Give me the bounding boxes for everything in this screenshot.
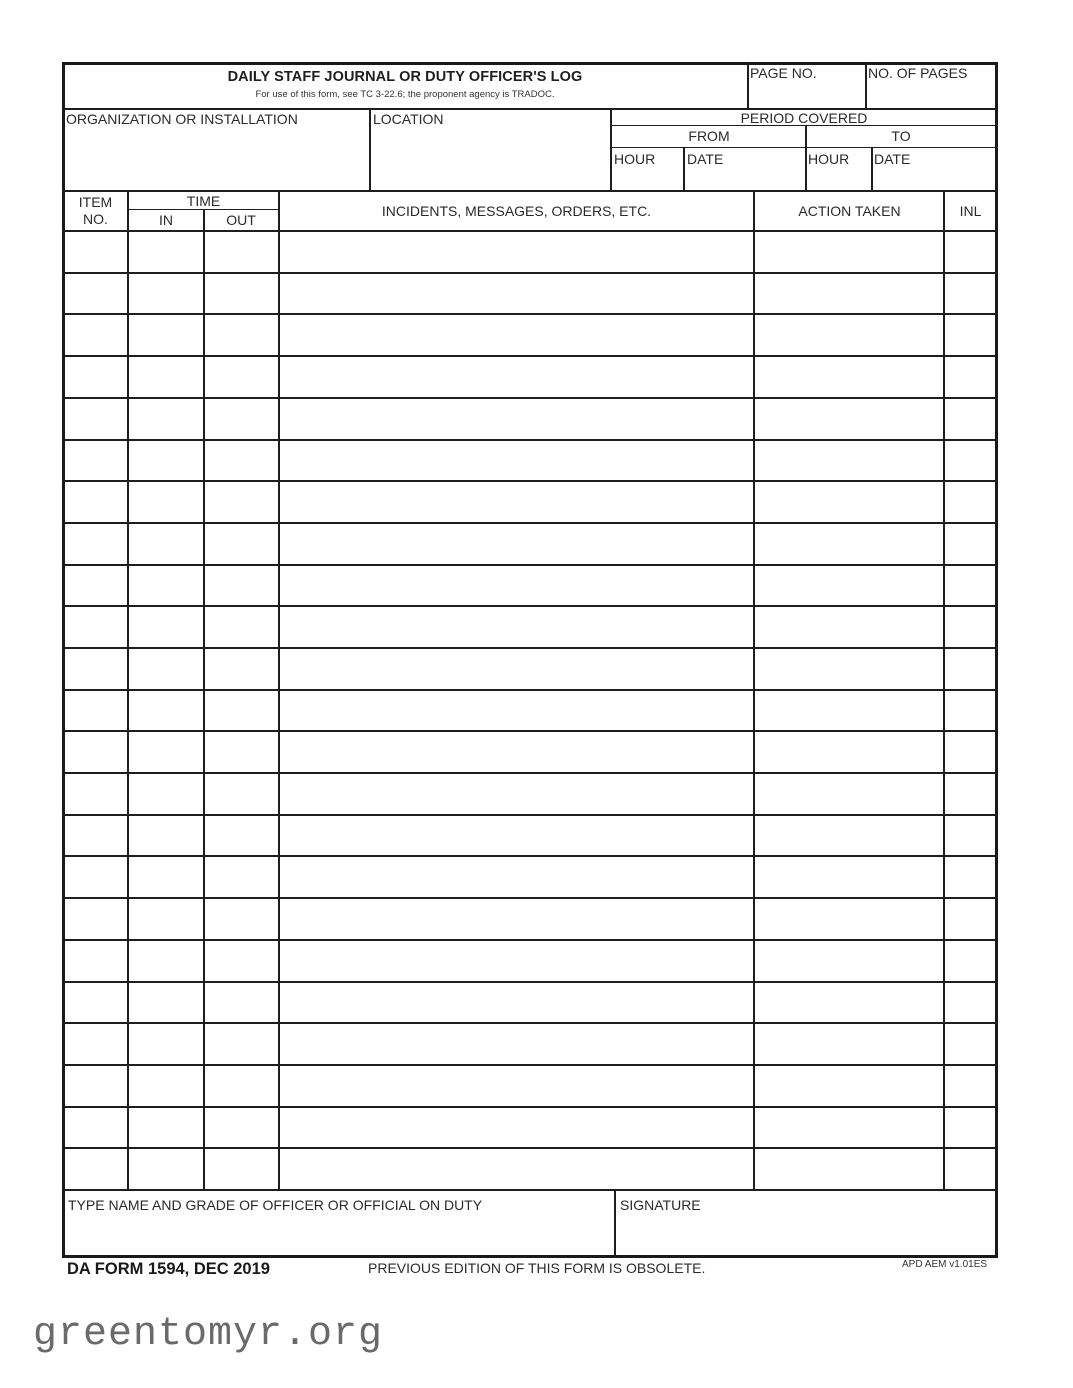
item-no-cell[interactable] <box>64 817 126 855</box>
time-out-header: OUT <box>226 212 256 228</box>
to-hour-label: HOUR <box>808 151 850 167</box>
time-in-cell[interactable] <box>130 1150 202 1188</box>
time-out-cell[interactable] <box>205 1067 277 1105</box>
from-date-field[interactable] <box>687 168 803 189</box>
to-label: TO <box>891 128 911 144</box>
table-row <box>62 523 998 565</box>
page-no-field[interactable] <box>750 82 863 107</box>
from-hour-label: HOUR <box>614 151 656 167</box>
time-out-cell[interactable] <box>205 567 277 605</box>
action-taken-cell[interactable] <box>755 567 942 605</box>
action-taken-cell[interactable] <box>755 775 942 813</box>
incidents-cell[interactable] <box>280 900 752 938</box>
no-of-pages-label: NO. OF PAGES <box>868 65 968 81</box>
table-row <box>62 773 998 815</box>
action-taken-cell[interactable] <box>755 942 942 980</box>
item-no-cell[interactable] <box>64 608 126 646</box>
time-in-cell[interactable] <box>130 1067 202 1105</box>
time-in-cell[interactable] <box>130 316 202 354</box>
item-no-cell[interactable] <box>64 233 126 271</box>
time-out-cell[interactable] <box>205 316 277 354</box>
time-out-cell[interactable] <box>205 692 277 730</box>
table-row <box>62 1065 998 1107</box>
time-out-cell[interactable] <box>205 1109 277 1147</box>
incidents-cell[interactable] <box>280 316 752 354</box>
time-in-cell[interactable] <box>130 233 202 271</box>
initials-cell[interactable] <box>945 316 995 354</box>
initials-header: INL <box>959 203 982 219</box>
time-in-cell[interactable] <box>130 900 202 938</box>
incidents-cell[interactable] <box>280 275 752 313</box>
initials-cell[interactable] <box>945 692 995 730</box>
officer-name-grade-field[interactable] <box>68 1218 610 1254</box>
divider <box>614 1190 616 1258</box>
time-out-cell[interactable] <box>205 942 277 980</box>
table-row <box>62 398 998 440</box>
action-taken-cell[interactable] <box>755 900 942 938</box>
incidents-cell[interactable] <box>280 358 752 396</box>
table-row <box>62 481 998 523</box>
time-in-cell[interactable] <box>130 483 202 521</box>
time-out-cell[interactable] <box>205 900 277 938</box>
time-in-cell[interactable] <box>130 442 202 480</box>
from-label: FROM <box>688 128 730 144</box>
item-no-cell[interactable] <box>64 733 126 771</box>
item-no-header-line2: NO. <box>83 211 108 227</box>
divider <box>369 109 371 191</box>
incidents-header: INCIDENTS, MESSAGES, ORDERS, ETC. <box>381 203 652 219</box>
incidents-cell[interactable] <box>280 442 752 480</box>
time-in-cell[interactable] <box>130 400 202 438</box>
period-covered-label: PERIOD COVERED <box>740 110 868 126</box>
table-row <box>62 440 998 482</box>
table-row <box>62 1148 998 1190</box>
incidents-cell[interactable] <box>280 984 752 1022</box>
action-taken-cell[interactable] <box>755 984 942 1022</box>
item-no-cell[interactable] <box>64 567 126 605</box>
time-in-cell[interactable] <box>130 858 202 896</box>
initials-cell[interactable] <box>945 442 995 480</box>
table-row <box>62 1107 998 1149</box>
incidents-cell[interactable] <box>280 692 752 730</box>
table-row <box>62 982 998 1024</box>
action-taken-cell[interactable] <box>755 400 942 438</box>
table-row <box>62 648 998 690</box>
action-taken-cell[interactable] <box>755 525 942 563</box>
item-no-cell[interactable] <box>64 650 126 688</box>
time-in-cell[interactable] <box>130 650 202 688</box>
time-in-cell[interactable] <box>130 275 202 313</box>
time-in-cell[interactable] <box>130 984 202 1022</box>
form-identifier: DA FORM 1594, DEC 2019 <box>67 1260 270 1278</box>
time-out-cell[interactable] <box>205 858 277 896</box>
initials-cell[interactable] <box>945 858 995 896</box>
signature-label: SIGNATURE <box>620 1197 701 1213</box>
item-no-cell[interactable] <box>64 358 126 396</box>
organization-label: ORGANIZATION OR INSTALLATION <box>66 111 298 127</box>
officer-name-grade-label: TYPE NAME AND GRADE OF OFFICER OR OFFICIAL ON DUTY <box>68 1197 483 1213</box>
time-out-cell[interactable] <box>205 442 277 480</box>
divider <box>62 1189 998 1191</box>
action-taken-cell[interactable] <box>755 650 942 688</box>
item-no-cell[interactable] <box>64 483 126 521</box>
initials-cell[interactable] <box>945 358 995 396</box>
incidents-cell[interactable] <box>280 400 752 438</box>
incidents-cell[interactable] <box>280 650 752 688</box>
time-in-cell[interactable] <box>130 942 202 980</box>
time-in-cell[interactable] <box>130 1109 202 1147</box>
time-out-cell[interactable] <box>205 1150 277 1188</box>
action-taken-cell[interactable] <box>755 733 942 771</box>
incidents-cell[interactable] <box>280 1067 752 1105</box>
page-no-label: PAGE NO. <box>750 65 817 81</box>
divider <box>747 62 749 109</box>
time-out-cell[interactable] <box>205 483 277 521</box>
time-in-cell[interactable] <box>130 817 202 855</box>
incidents-cell[interactable] <box>280 942 752 980</box>
item-no-cell[interactable] <box>64 442 126 480</box>
item-no-cell[interactable] <box>64 525 126 563</box>
version-label: APD AEM v1.01ES <box>902 1259 988 1270</box>
action-taken-cell[interactable] <box>755 358 942 396</box>
initials-cell[interactable] <box>945 733 995 771</box>
table-row <box>62 940 998 982</box>
initials-cell[interactable] <box>945 817 995 855</box>
action-taken-cell[interactable] <box>755 275 942 313</box>
table-row <box>62 356 998 398</box>
initials-cell[interactable] <box>945 1150 995 1188</box>
time-out-cell[interactable] <box>205 817 277 855</box>
signature-field[interactable] <box>620 1218 994 1254</box>
incidents-cell[interactable] <box>280 608 752 646</box>
action-taken-cell[interactable] <box>755 692 942 730</box>
incidents-cell[interactable] <box>280 1025 752 1063</box>
initials-cell[interactable] <box>945 650 995 688</box>
from-date-label: DATE <box>687 151 724 167</box>
item-no-cell[interactable] <box>64 1109 126 1147</box>
time-in-cell[interactable] <box>130 775 202 813</box>
action-taken-header: ACTION TAKEN <box>798 203 901 219</box>
time-in-cell[interactable] <box>130 567 202 605</box>
time-out-cell[interactable] <box>205 233 277 271</box>
divider <box>683 147 685 191</box>
action-taken-cell[interactable] <box>755 1067 942 1105</box>
location-label: LOCATION <box>373 111 444 127</box>
divider <box>611 147 998 148</box>
divider <box>62 190 998 192</box>
incidents-cell[interactable] <box>280 1109 752 1147</box>
initials-cell[interactable] <box>945 567 995 605</box>
item-no-cell[interactable] <box>64 1150 126 1188</box>
action-taken-cell[interactable] <box>755 858 942 896</box>
initials-cell[interactable] <box>945 775 995 813</box>
action-taken-cell[interactable] <box>755 817 942 855</box>
time-out-cell[interactable] <box>205 275 277 313</box>
time-out-cell[interactable] <box>205 358 277 396</box>
incidents-cell[interactable] <box>280 1150 752 1188</box>
action-taken-cell[interactable] <box>755 442 942 480</box>
time-out-cell[interactable] <box>205 984 277 1022</box>
edition-note: PREVIOUS EDITION OF THIS FORM IS OBSOLETE. <box>368 1260 706 1276</box>
table-row <box>62 856 998 898</box>
location-field[interactable] <box>373 130 607 188</box>
time-out-cell[interactable] <box>205 525 277 563</box>
time-out-cell[interactable] <box>205 608 277 646</box>
item-no-cell[interactable] <box>64 942 126 980</box>
form-title: DAILY STAFF JOURNAL OR DUTY OFFICER'S LOG <box>227 69 583 85</box>
time-in-cell[interactable] <box>130 1025 202 1063</box>
incidents-cell[interactable] <box>280 483 752 521</box>
time-out-cell[interactable] <box>205 650 277 688</box>
item-no-cell[interactable] <box>64 1025 126 1063</box>
item-no-cell[interactable] <box>64 692 126 730</box>
action-taken-cell[interactable] <box>755 1025 942 1063</box>
time-out-cell[interactable] <box>205 775 277 813</box>
initials-cell[interactable] <box>945 400 995 438</box>
time-out-cell[interactable] <box>205 733 277 771</box>
initials-cell[interactable] <box>945 900 995 938</box>
initials-cell[interactable] <box>945 942 995 980</box>
table-row <box>62 690 998 732</box>
item-no-cell[interactable] <box>64 775 126 813</box>
action-taken-cell[interactable] <box>755 1109 942 1147</box>
time-in-header: IN <box>159 212 173 228</box>
time-in-cell[interactable] <box>130 733 202 771</box>
table-row <box>62 314 998 356</box>
watermark-text: greentomyr.org <box>33 1312 384 1357</box>
initials-cell[interactable] <box>945 275 995 313</box>
incidents-cell[interactable] <box>280 233 752 271</box>
item-no-cell[interactable] <box>64 400 126 438</box>
item-no-cell[interactable] <box>64 275 126 313</box>
to-date-label: DATE <box>874 151 911 167</box>
table-row <box>62 273 998 315</box>
initials-cell[interactable] <box>945 1067 995 1105</box>
divider <box>865 62 867 109</box>
action-taken-cell[interactable] <box>755 316 942 354</box>
table-row <box>62 565 998 607</box>
initials-cell[interactable] <box>945 1025 995 1063</box>
divider <box>805 125 807 191</box>
action-taken-cell[interactable] <box>755 1150 942 1188</box>
time-in-cell[interactable] <box>130 692 202 730</box>
action-taken-cell[interactable] <box>755 483 942 521</box>
incidents-cell[interactable] <box>280 567 752 605</box>
action-taken-cell[interactable] <box>755 233 942 271</box>
time-in-cell[interactable] <box>130 358 202 396</box>
item-no-cell[interactable] <box>64 858 126 896</box>
item-no-cell[interactable] <box>64 984 126 1022</box>
item-no-header-line1: ITEM <box>78 194 113 210</box>
initials-cell[interactable] <box>945 608 995 646</box>
incidents-cell[interactable] <box>280 733 752 771</box>
to-date-field[interactable] <box>874 168 995 189</box>
incidents-cell[interactable] <box>280 775 752 813</box>
action-taken-cell[interactable] <box>755 608 942 646</box>
item-no-cell[interactable] <box>64 316 126 354</box>
table-row <box>62 231 998 273</box>
table-row <box>62 815 998 857</box>
initials-cell[interactable] <box>945 1109 995 1147</box>
time-header: TIME <box>186 193 221 209</box>
initials-cell[interactable] <box>945 233 995 271</box>
table-row <box>62 898 998 940</box>
table-row <box>62 1023 998 1065</box>
incidents-cell[interactable] <box>280 858 752 896</box>
incidents-cell[interactable] <box>280 817 752 855</box>
time-out-cell[interactable] <box>205 1025 277 1063</box>
to-hour-field[interactable] <box>808 168 869 189</box>
initials-cell[interactable] <box>945 483 995 521</box>
item-no-cell[interactable] <box>64 900 126 938</box>
item-no-cell[interactable] <box>64 1067 126 1105</box>
initials-cell[interactable] <box>945 525 995 563</box>
form-subtitle: For use of this form, see TC 3-22.6; the proponent agency is TRADOC. <box>255 89 555 100</box>
initials-cell[interactable] <box>945 984 995 1022</box>
incidents-cell[interactable] <box>280 525 752 563</box>
no-of-pages-field[interactable] <box>868 82 995 107</box>
time-in-cell[interactable] <box>130 525 202 563</box>
time-out-cell[interactable] <box>205 400 277 438</box>
from-hour-field[interactable] <box>614 168 681 189</box>
table-row <box>62 606 998 648</box>
divider <box>871 147 873 191</box>
organization-field[interactable] <box>66 130 366 188</box>
table-row <box>62 731 998 773</box>
time-in-cell[interactable] <box>130 608 202 646</box>
